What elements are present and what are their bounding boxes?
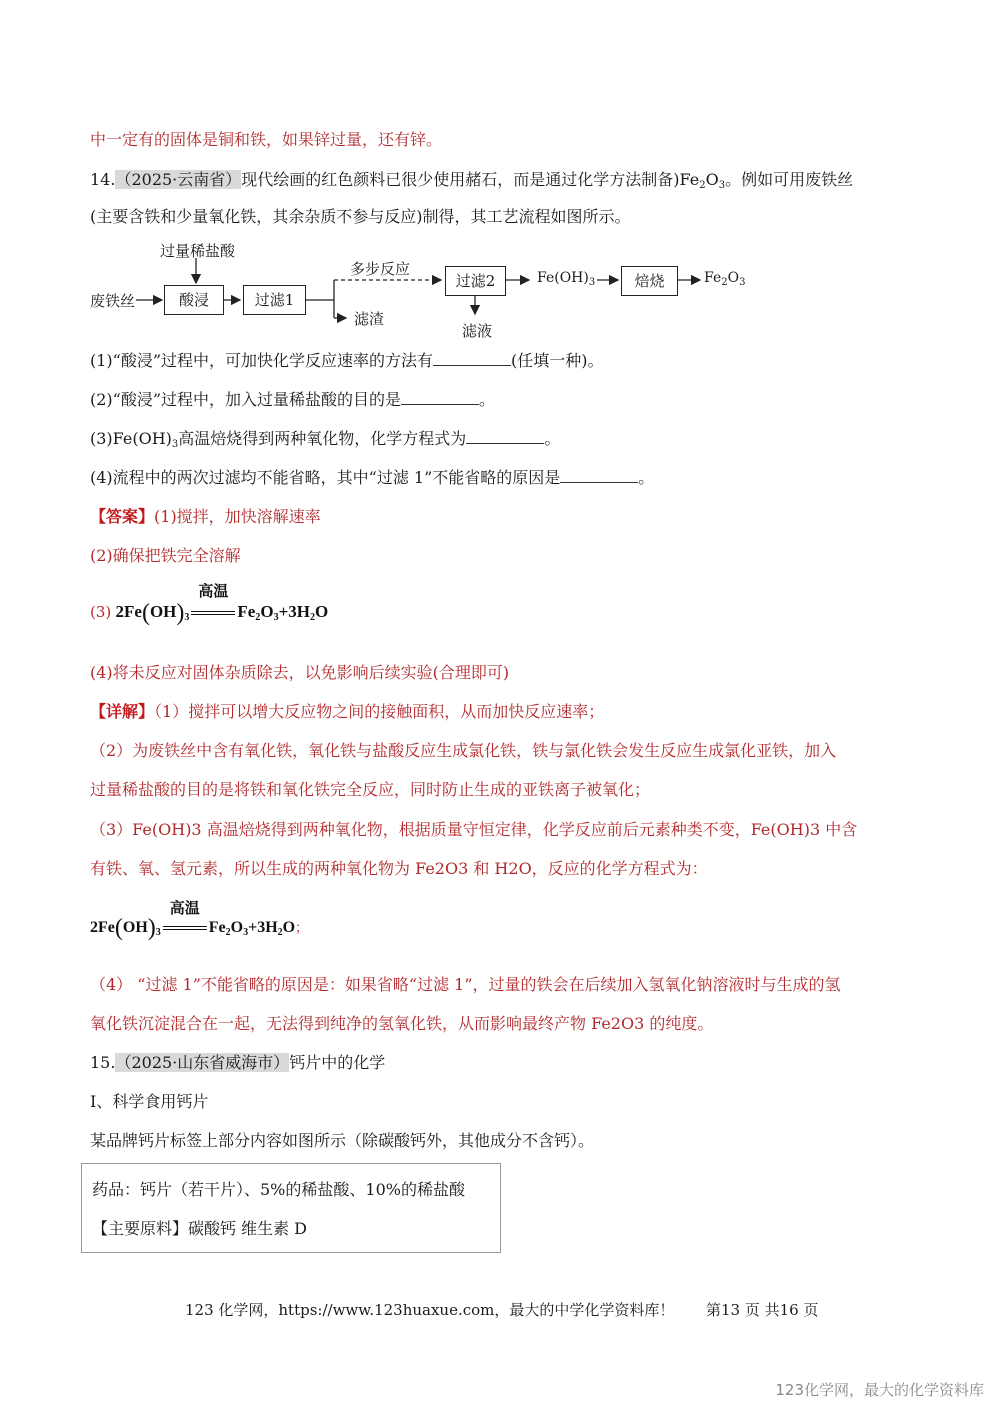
label-row-reagents: 药品：钙片（若干片）、5%的稀盐酸、10%的稀盐酸 bbox=[92, 1180, 465, 1199]
sub-question-text: (2)“酸浸”过程中，加入过量稀盐酸的目的是 bbox=[90, 390, 402, 409]
answer-prefix: (3) bbox=[90, 603, 112, 621]
answer-tag: 【答案】 bbox=[90, 507, 155, 526]
flow-feoh3-label bbox=[537, 270, 595, 288]
condition-text: 高温 bbox=[169, 901, 200, 917]
answer-blank bbox=[433, 351, 511, 366]
equation-product: O bbox=[260, 602, 274, 621]
subscript: 2 bbox=[277, 927, 283, 938]
sub-question-text: (3)Fe(OH) bbox=[90, 429, 172, 448]
explanation-line-3a: （3）Fe(OH)3 高温焙烧得到两种氧化物，根据质量守恒定律，化学反应前后元素种类不变，Fe(OH)3 中含 bbox=[90, 820, 858, 839]
question-14-stem-line1 bbox=[90, 170, 853, 196]
sub-question-text: (4)流程中的两次过滤均不能省略，其中“过滤 1”不能省略的原因是 bbox=[90, 468, 561, 487]
sub-question-text: (1)“酸浸”过程中，可加快化学反应速率的方法有 bbox=[90, 351, 434, 370]
flow-raw-material: 废铁丝 bbox=[90, 292, 136, 310]
subscript: 3 bbox=[739, 277, 746, 288]
explanation-line-1 bbox=[90, 702, 604, 722]
sub-question-suffix: 。 bbox=[544, 429, 561, 448]
subscript: 2 bbox=[699, 180, 706, 191]
formula-text: Fe bbox=[704, 270, 722, 286]
sub-question-suffix: 。 bbox=[638, 468, 655, 487]
previous-answer-tail: 中一定有的固体是铜和铁，如果锌过量，还有锌。 bbox=[90, 130, 443, 149]
explanation-tag: 【详解】 bbox=[90, 702, 155, 721]
flow-filtrate-label: 滤液 bbox=[462, 322, 493, 340]
flow-step-filter2: 过滤2 bbox=[445, 266, 506, 296]
answer-line-4: (4)将未反应对固体杂质除去，以免影响后续实验(合理即可) bbox=[90, 663, 510, 682]
sub-question-3 bbox=[90, 429, 560, 455]
equation-reactant: 2Fe bbox=[115, 602, 142, 621]
page-number: 第13 页 共16 页 bbox=[705, 1301, 819, 1319]
subscript: 3 bbox=[718, 180, 726, 191]
question-15-intro: 某品牌钙片标签上部分内容如图所示（除碳酸钙外，其他成分不含钙）。 bbox=[90, 1131, 595, 1150]
label-row-ingredients: 【主要原料】碳酸钙 维生素 D bbox=[92, 1219, 308, 1238]
sub-question-1 bbox=[90, 351, 604, 371]
equation-reactant: OH bbox=[149, 602, 177, 621]
explanation-equation: $2Fe(OH)_3$ 高温 $Fe_2O_3+3H_2O$； bbox=[90, 915, 308, 942]
subscript: 2 bbox=[721, 277, 728, 288]
subscript: 3 bbox=[243, 927, 249, 938]
answer-blank bbox=[466, 429, 544, 444]
answer-text: (1)搅拌，加快溶解速率 bbox=[154, 507, 321, 526]
answer-line-2: (2)确保把铁完全溶解 bbox=[90, 546, 241, 565]
formula-text: Fe(OH) bbox=[537, 270, 589, 286]
question-title: 钙片中的化学 bbox=[289, 1053, 386, 1072]
equation-product: O bbox=[314, 602, 329, 621]
stem-text: O bbox=[705, 170, 719, 189]
footer-site-text: 123 化学网，https://www.123huaxue.com，最大的中学化学资料库！ bbox=[185, 1301, 675, 1319]
flow-step-roast: 焙烧 bbox=[621, 266, 678, 296]
sub-question-suffix: (任填一种)。 bbox=[511, 351, 604, 370]
explanation-text: （1）搅拌可以增大反应物之间的接触面积，从而加快反应速率； bbox=[154, 702, 605, 721]
explanation-line-3b: 有铁、氧、氢元素，所以生成的两种氧化物为 Fe2O3 和 H2O，反应的化学方程式为： bbox=[90, 859, 708, 878]
subscript: 3 bbox=[588, 277, 596, 288]
flow-residue-label: 滤渣 bbox=[354, 310, 385, 328]
subscript: 3 bbox=[184, 612, 190, 623]
answer-line-1 bbox=[90, 507, 321, 527]
question-source-tag: （2025·云南省） bbox=[115, 170, 242, 189]
question-source-tag: （2025·山东省威海市） bbox=[115, 1053, 290, 1072]
sub-question-text: 高温焙烧得到两种氧化物，化学方程式为 bbox=[178, 429, 467, 448]
answer-blank bbox=[401, 390, 479, 405]
equation-product: +3H bbox=[248, 919, 278, 936]
explanation-line-2a: （2）为废铁丝中含有氧化铁，氧化铁与盐酸反应生成氯化铁，铁与氯化铁会发生反应生成氯化亚铁，加入 bbox=[90, 741, 837, 760]
question-number: 15. bbox=[90, 1053, 116, 1072]
stem-text: 。例如可用废铁丝 bbox=[725, 170, 854, 189]
flow-step-filter1: 过滤1 bbox=[243, 285, 306, 315]
sub-question-4 bbox=[90, 468, 654, 488]
subscript: 3 bbox=[171, 439, 179, 450]
answer-blank bbox=[560, 468, 638, 483]
subscript: 2 bbox=[225, 927, 231, 938]
reaction-condition bbox=[163, 901, 207, 937]
question-15-title bbox=[90, 1053, 385, 1073]
explanation-line-2b: 过量稀盐酸的目的是将铁和氧化铁完全反应，同时防止生成的亚铁离子被氧化； bbox=[90, 780, 651, 799]
question-14-stem-line2: (主要含铁和少量氧化铁，其余杂质不参与反应)制得，其工艺流程如图所示。 bbox=[90, 207, 631, 226]
question-15-section: I、科学食用钙片 bbox=[90, 1092, 209, 1111]
condition-text: 高温 bbox=[198, 584, 229, 600]
explanation-line-4b: 氧化铁沉淀混合在一起，无法得到纯净的氢氧化铁，从而影响最终产物 Fe2O3 的纯度。 bbox=[90, 1014, 714, 1033]
equation-product: +3H bbox=[278, 602, 310, 621]
subscript: 2 bbox=[309, 612, 315, 623]
subscript: 3 bbox=[273, 612, 279, 623]
equation-product: Fe bbox=[208, 919, 226, 936]
explanation-line-4a: （4） “过滤 1”不能省略的原因是：如果省略“过滤 1”，过量的铁会在后续加入氢氧化钠溶液时与生成的氢 bbox=[90, 975, 841, 994]
sub-question-2 bbox=[90, 390, 495, 410]
process-flow-chart bbox=[88, 238, 758, 338]
page-footer bbox=[185, 1299, 818, 1320]
equation-product: Fe bbox=[237, 602, 256, 621]
end-mark: ； bbox=[295, 920, 309, 935]
question-number: 14. bbox=[90, 170, 116, 189]
subscript: 2 bbox=[255, 612, 261, 623]
stem-text: 现代绘画的红色颜料已很少使用赭石，而是通过化学方法制备)Fe bbox=[241, 170, 700, 189]
product-label-box bbox=[81, 1163, 501, 1253]
subscript: 3 bbox=[155, 927, 161, 938]
flow-product-label bbox=[704, 270, 745, 288]
reaction-condition bbox=[191, 584, 235, 622]
watermark-text: 123化学网，最大的化学资料库 bbox=[775, 1381, 984, 1399]
equation-product: O bbox=[230, 919, 244, 936]
equation-reactant: OH bbox=[122, 919, 148, 936]
formula-text: O bbox=[727, 270, 740, 286]
equation-product: O bbox=[282, 919, 296, 936]
flow-reagent-label: 过量稀盐酸 bbox=[160, 242, 236, 260]
flow-multistep-label: 多步反应 bbox=[350, 260, 411, 278]
answer-equation-3: (3) $2Fe(OH)_3$ 高温 $Fe_2O_3+3H_2O$ bbox=[90, 600, 328, 627]
equation-reactant: 2Fe bbox=[90, 919, 115, 936]
sub-question-suffix: 。 bbox=[479, 390, 496, 409]
flow-step-acid-leach: 酸浸 bbox=[164, 285, 224, 315]
